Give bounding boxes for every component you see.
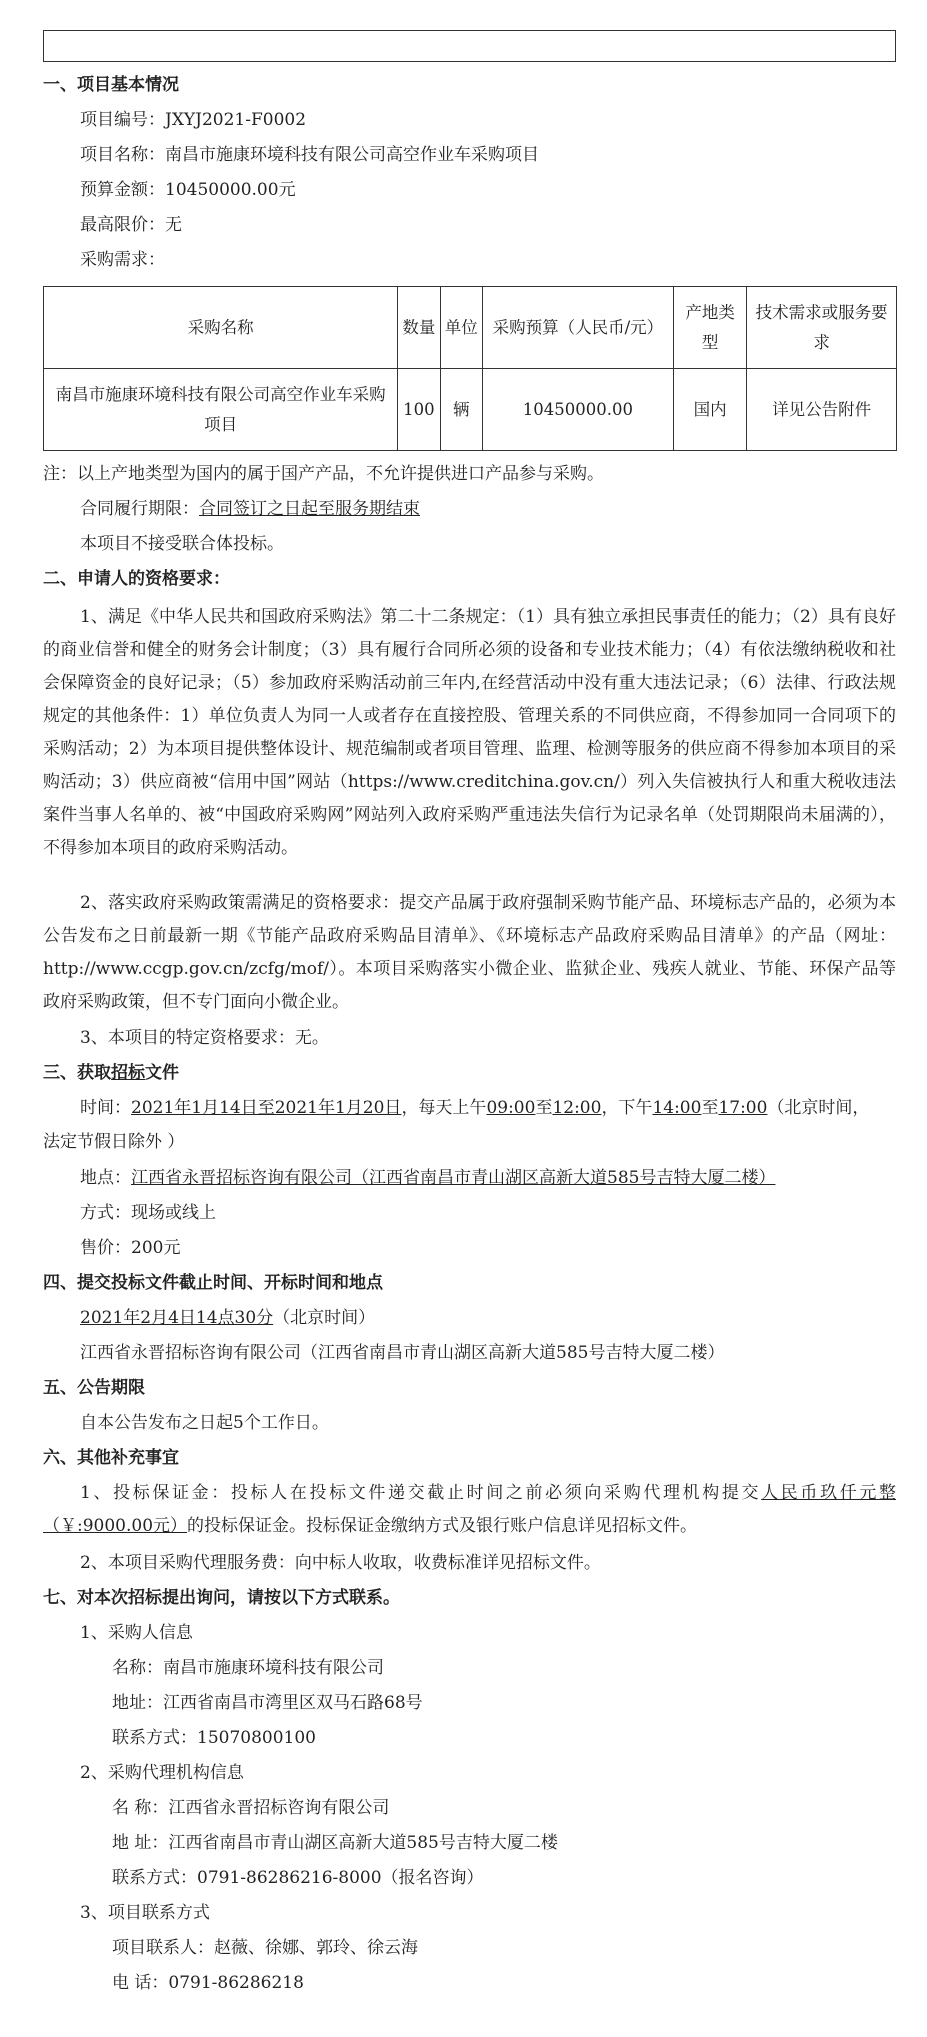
acquisition-time [80, 1096, 869, 1120]
table-header-cell: 采购名称 [44, 287, 398, 369]
time-label: 时间： [80, 1098, 131, 1118]
time-text: （北京时间， [767, 1098, 870, 1118]
contract-period-label: 合同履行期限： [80, 499, 199, 519]
contract-period [80, 497, 420, 521]
section-2-title: 二、申请人的资格要求： [43, 569, 230, 589]
bid-bond-text: 的投标保证金。投标保证金缴纳方式及银行账户信息详见招标文件。 [187, 1516, 698, 1536]
section-3-title-part: 三、获取 [43, 1063, 111, 1083]
table-header-row [44, 287, 897, 369]
project-contact-heading: 3、项目联系方式 [80, 1903, 210, 1923]
procurement-table [43, 286, 897, 451]
section-1-title: 一、项目基本情况 [43, 75, 179, 95]
opening-place: 江西省永晋招标咨询有限公司（江西省南昌市青山湖区高新大道585号吉特大厦二楼） [80, 1343, 725, 1363]
project-contact-persons: 项目联系人：赵薇、徐娜、郭玲、徐云海 [112, 1938, 418, 1958]
document-price: 售价：200元 [80, 1238, 181, 1258]
time-text: 至 [535, 1098, 553, 1118]
table-cell: 国内 [673, 369, 746, 451]
top-empty-box [43, 30, 896, 62]
place-value: 江西省永晋招标咨询有限公司（江西省南昌市青山湖区高新大道585号吉特大厦二楼） [131, 1168, 776, 1188]
holiday-note: 法定节假日除外 ） [43, 1132, 185, 1152]
agency-phone: 联系方式：0791-86286216-8000（报名咨询） [112, 1868, 484, 1888]
table-header-cell: 采购预算（人民币/元） [482, 287, 673, 369]
table-header-cell: 单位 [440, 287, 482, 369]
afternoon-start: 14:00 [652, 1098, 702, 1118]
no-joint-bid: 本项目不接受联合体投标。 [80, 534, 284, 554]
purchaser-phone: 联系方式：15070800100 [112, 1728, 316, 1748]
table-cell: 南昌市施康环境科技有限公司高空作业车采购项目 [44, 369, 398, 451]
notice-period: 自本公告发布之日起5个工作日。 [80, 1413, 329, 1433]
project-contact-phone: 电 话：0791-86286218 [112, 1973, 304, 1993]
date-range: 2021年1月14日至2021年1月20日 [131, 1098, 402, 1118]
qualification-paragraph-3: 3、本项目的特定资格要求：无。 [80, 1028, 329, 1048]
purchaser-address: 地址：江西省南昌市湾里区双马石路68号 [112, 1693, 423, 1713]
time-text: ，每天上午 [401, 1098, 487, 1118]
bid-bond-paragraph [43, 1477, 896, 1543]
bid-bond-text: 1、投标保证金：投标人在投标文件递交截止时间之前必须向采购代理机构提交 [80, 1483, 762, 1503]
acquisition-method: 方式：现场或线上 [80, 1203, 216, 1223]
table-cell: 详见公告附件 [747, 369, 897, 451]
procurement-needs-label: 采购需求： [80, 250, 165, 270]
place-label: 地点： [80, 1168, 131, 1188]
time-text: 至 [701, 1098, 719, 1118]
deadline-time [80, 1306, 375, 1330]
deadline-date: 2021年2月4日14点30分 [80, 1308, 274, 1328]
deadline-timezone: （北京时间） [273, 1308, 376, 1328]
time-text: ，下午 [601, 1098, 653, 1118]
table-row [44, 369, 897, 451]
agency-address: 地 址：江西省南昌市青山湖区高新大道585号吉特大厦二楼 [112, 1833, 558, 1853]
agency-fee: 2、本项目采购代理服务费：向中标人收取，收费标准详见招标文件。 [80, 1553, 601, 1573]
table-cell: 10450000.00 [482, 369, 673, 451]
contract-period-value: 合同签订之日起至服务期结束 [199, 499, 420, 519]
bid-bond-amount: 人民币玖仟元整（￥:9000.00元） [43, 1483, 896, 1536]
purchaser-name: 名称：南昌市施康环境科技有限公司 [112, 1658, 384, 1678]
table-header-cell: 数量 [398, 287, 440, 369]
table-header-cell: 技术需求或服务要求 [747, 287, 897, 369]
project-code: 项目编号：JXYJ2021-F0002 [80, 110, 307, 130]
purchaser-info-heading: 1、采购人信息 [80, 1623, 193, 1643]
agency-info-heading: 2、采购代理机构信息 [80, 1763, 244, 1783]
section-3-title-underlined: 招标 [111, 1063, 145, 1083]
agency-name: 名 称：江西省永晋招标咨询有限公司 [112, 1798, 390, 1818]
morning-end: 12:00 [552, 1098, 602, 1118]
budget-amount: 预算金额：10450000.00元 [80, 180, 296, 200]
qualification-paragraph-2: 2、落实政府采购政策需满足的资格要求：提交产品属于政府强制采购节能产品、环境标志产品的，必须为本公告发布之日前最新一期《节能产品政府采购品目清单》、《环境标志产品政府采购品目清单》的产品（网址：http://www.ccgp.gov.cn/zcfg/mof/）。本项目采购落实小微企业、监狱企业、残疾人就业、节能、环保产品等政府采购政策，但不专门面向小微企业。 [43, 893, 896, 1012]
section-4-title: 四、提交投标文件截止时间、开标时间和地点 [43, 1273, 383, 1293]
origin-note: 注：以上产地类型为国内的属于国产产品，不允许提供进口产品参与采购。 [43, 464, 604, 484]
section-6-title: 六、其他补充事宜 [43, 1448, 179, 1468]
morning-start: 09:00 [486, 1098, 536, 1118]
acquisition-place [80, 1166, 775, 1190]
table-cell: 100 [398, 369, 440, 451]
table-header-cell: 产地类型 [673, 287, 746, 369]
afternoon-end: 17:00 [718, 1098, 768, 1118]
project-name: 项目名称：南昌市施康环境科技有限公司高空作业车采购项目 [80, 145, 539, 165]
max-price: 最高限价：无 [80, 215, 182, 235]
section-3-title-part: 文件 [145, 1063, 179, 1083]
section-3-title [43, 1061, 179, 1085]
qualification-paragraph-1: 1、满足《中华人民共和国政府采购法》第二十二条规定：（1）具有独立承担民事责任的能力；（2）具有良好的商业信誉和健全的财务会计制度；（3）具有履行合同所必须的设备和专业技术能力；（4）有依法缴纳税收和社会保障资金的良好记录；（5）参加政府采购活动前三年内,在经营活动中没有重大违法记录；（6）法律、行政法规规定的其他条件：1）单位负责人为同一人或者存在直接控股、管理关系的不同供应商，不得参加同一合同项下的采购活动；2）为本项目提供整体设计、规范编制或者项目管理、监理、检测等服务的供应商不得参加本项目的采购活动；3）供应商被“信用中国”网站（https://www.creditchina.gov.cn/）列入失信被执行人和重大税收违法案件当事人名单的、被“中国政府采购网”网站列入政府采购严重违法失信行为记录名单（处罚期限尚未届满的），不得参加本项目的政府采购活动。 [43, 607, 896, 858]
section-7-title: 七、对本次招标提出询问，请按以下方式联系。 [43, 1588, 400, 1608]
table-cell: 辆 [440, 369, 482, 451]
section-5-title: 五、公告期限 [43, 1378, 145, 1398]
